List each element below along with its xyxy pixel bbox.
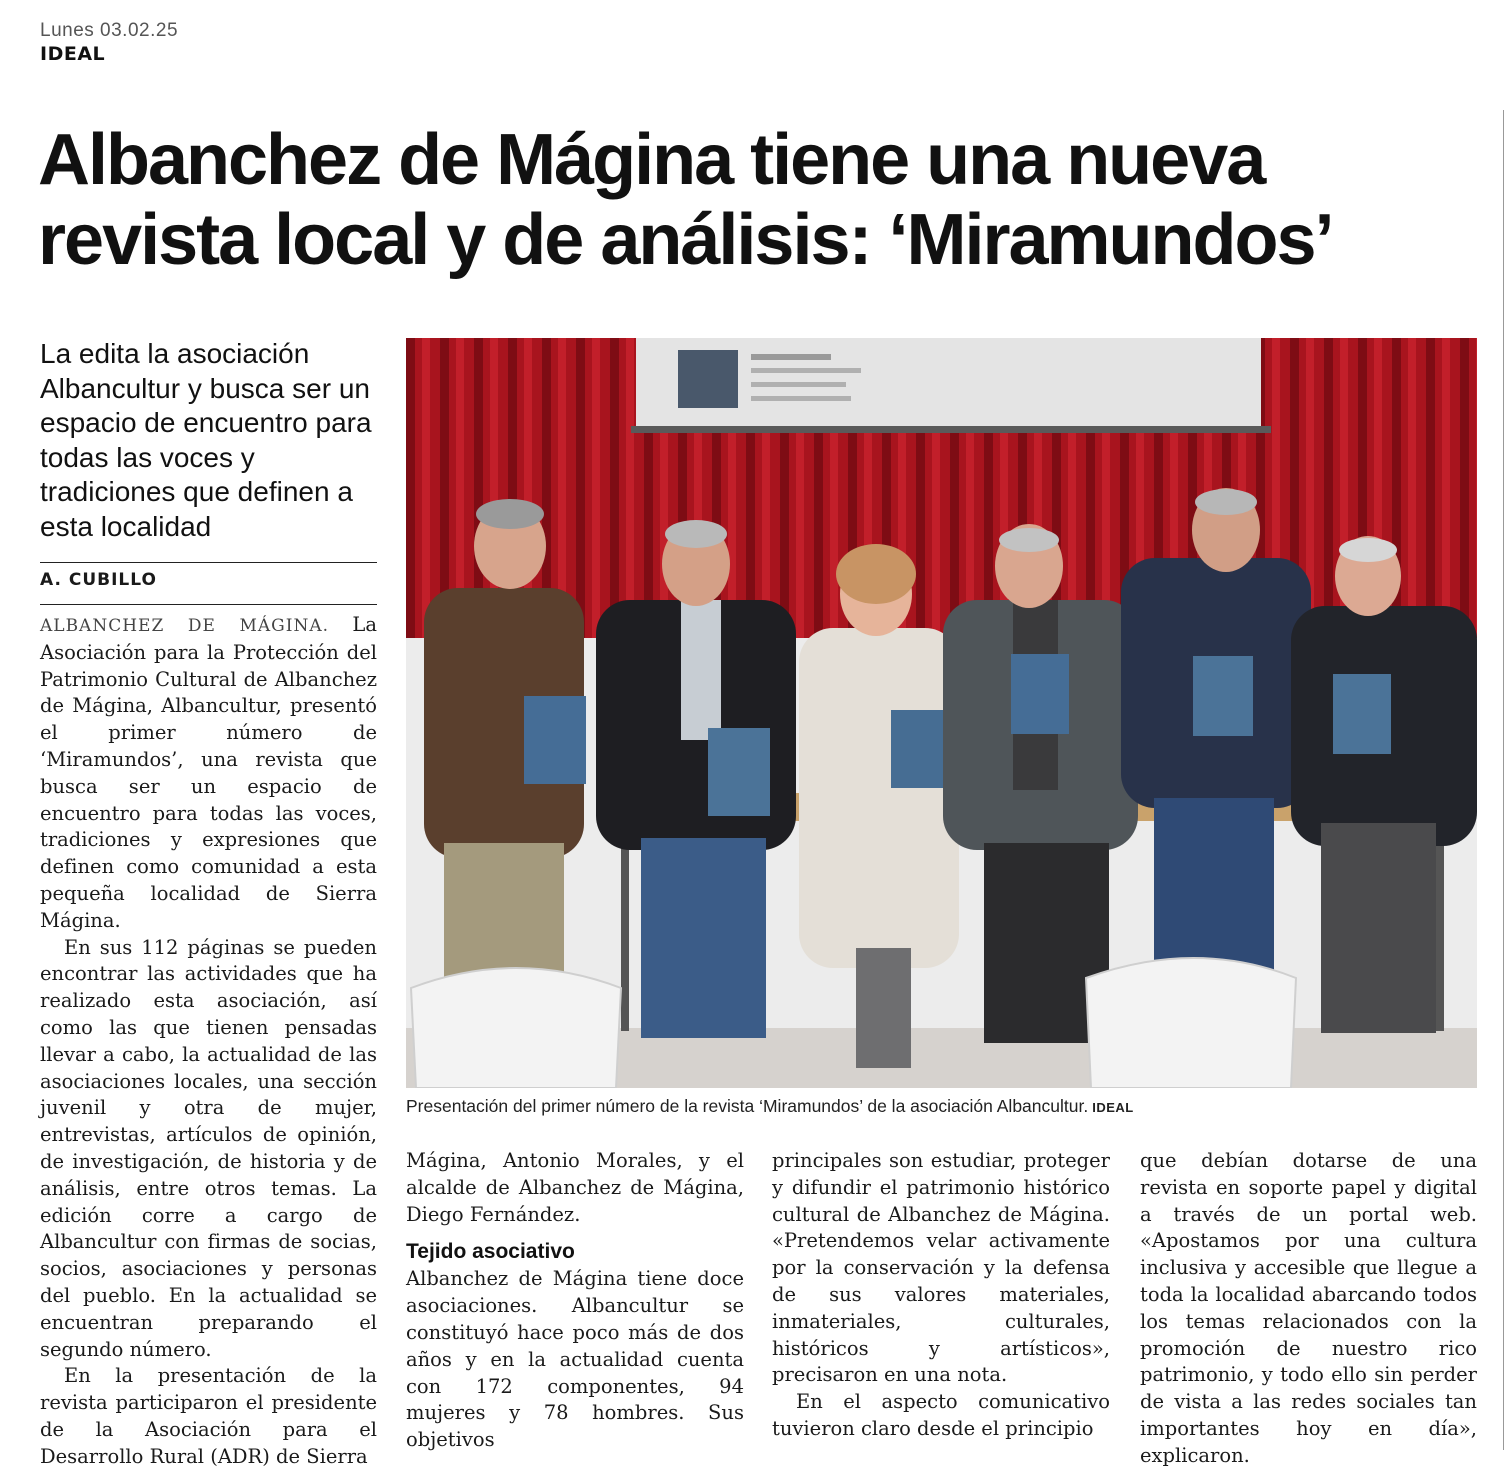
body-paragraph-3: En la presentación de la revista participaron el presidente de la Asociación para el Desarrollo Rural (ADR) de Sierra <box>40 1364 377 1468</box>
body-column-4 <box>1140 1148 1477 1470</box>
body-paragraph-1 <box>40 612 377 935</box>
body-paragraph-7: En el aspecto comunicativo tuvieron claro desde el principio <box>772 1390 1110 1440</box>
paragraph-text: La Asociación para la Protección del Patrimonio Cultural de Albanchez de Mágina, Albancultur, presentó el primer número de ‘Miramundos’, una revista que busca ser un espacio de encuentro para todas las voces, tradiciones y expresiones que definen como comunidad a esta pequeña localidad de Sierra Mágina. <box>40 613 377 932</box>
headline-line-1: Albanchez de Mágina tiene una nueva <box>38 120 1265 200</box>
body-paragraph-5: Albanchez de Mágina tiene doce asociaciones. Albancultur se constituyó hace poco más de dos años y en la actualidad cuenta con 172 componentes, 94 mujeres y 78 hombres. Sus objetivos <box>406 1267 744 1452</box>
divider-top <box>40 562 377 563</box>
photo-credit: IDEAL <box>1092 1100 1134 1115</box>
body-column-1 <box>40 612 377 1471</box>
chair-left <box>411 968 621 1088</box>
body-column-2 <box>406 1148 744 1454</box>
caption-text: Presentación del primer número de la revista ‘Miramundos’ de la asociación Albancultur. <box>406 1096 1089 1116</box>
projected-cover <box>678 350 738 408</box>
dateline-lead: ALBANCHEZ DE MÁGINA. <box>40 616 330 636</box>
body-column-3 <box>772 1148 1110 1443</box>
page-edge-rule <box>1503 110 1504 1450</box>
section-subheading: Tejido asociativo <box>406 1240 575 1264</box>
headline <box>38 120 1478 280</box>
photo-caption <box>406 1096 1477 1117</box>
headline-line-2: revista local y de análisis: ‘Miramundos’ <box>38 200 1333 280</box>
newspaper-name: IDEAL <box>40 43 106 65</box>
body-paragraph-2: En sus 112 páginas se pueden encontrar las actividades que ha realizado esta asociación, así como las que tienen pensadas llevar a cabo, la actualidad de las asociaciones locales, una sección juvenil y otra de mujer, entrevistas, artículos de opinión, de investigación, de historia y de análisis, entre otros temas. La edición corre a cargo de Albancultur con firmas de socias, socios, asociaciones y personas del pueblo. En la actualidad se encuentran preparando el segundo número. <box>40 935 377 1361</box>
body-paragraph-8: que debían dotarse de una revista en soporte papel y digital a través de un portal web. «Apostamos por una cultura inclusiva y accesible que llegue a toda la localidad abarcando todos los temas relacionados con la promoción de nuestro rico patrimonio, y todo ello sin perder de vista a las redes sociales tan importantes hoy en día», explicaron. <box>1140 1149 1477 1467</box>
screen-bar <box>631 426 1271 433</box>
news-photo <box>406 338 1477 1088</box>
byline: A. CUBILLO <box>40 570 157 590</box>
divider-bottom <box>40 604 377 605</box>
body-paragraph-4: Mágina, Antonio Morales, y el alcalde de Albanchez de Mágina, Diego Fernández. <box>406 1149 744 1226</box>
edition-date: Lunes 03.02.25 <box>40 20 179 41</box>
chair-right <box>1086 958 1296 1088</box>
body-paragraph-6: principales son estudiar, proteger y difundir el patrimonio histórico cultural de Albanchez de Mágina. «Pretendemos velar activamente por la conservación y la defensa de sus valores materiales, inmateriales, culturales, históricos y artísticos», precisaron en una nota. <box>772 1149 1110 1387</box>
subheadline: La edita la asociación Albancultur y busca ser un espacio de encuentro para todas las voces y tradiciones que definen a esta localidad <box>40 338 372 542</box>
